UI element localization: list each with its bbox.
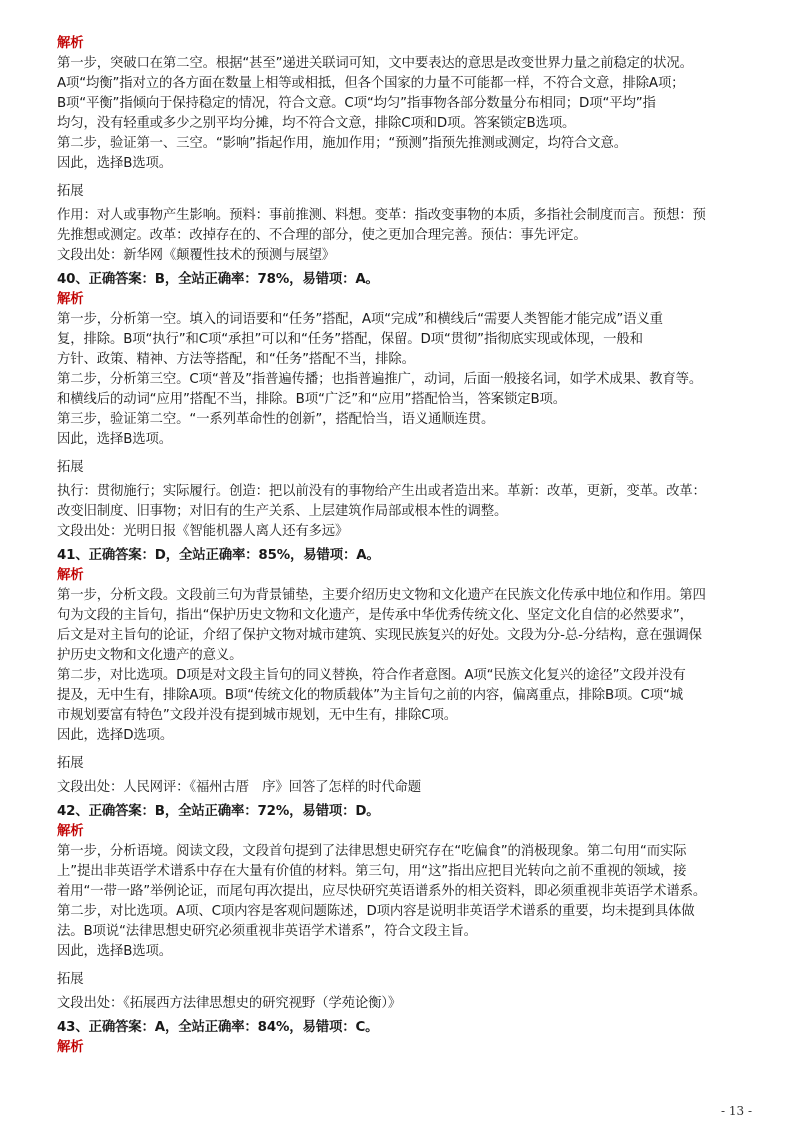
answer-line: 43、正确答案：A，全站正确率：84%，易错项：C。 bbox=[57, 1020, 379, 1035]
text-line: 第二步，对比选项。A项、C项内容是客观问题陈述，D项内容是说明非英语学术谱系的重要，均未提到具体做 bbox=[57, 904, 695, 919]
text-line: 后文是对主旨句的论证，介绍了保护文物对城市建筑、实现民族复兴的好处。文段为分-总-分结构，意在强调保 bbox=[57, 628, 702, 643]
text-line: 先推想或测定。改革：改掉存在的、不合理的部分，使之更加合理完善。预估：事先评定。 bbox=[57, 228, 587, 243]
answer-line: 40、正确答案：B，全站正确率：78%，易错项：A。 bbox=[57, 272, 379, 287]
expand-heading: 拓展 bbox=[57, 184, 84, 199]
analysis-heading: 解析 bbox=[57, 568, 84, 583]
analysis-heading: 解析 bbox=[57, 36, 84, 51]
analysis-heading: 解析 bbox=[57, 1040, 84, 1055]
document-page bbox=[57, 34, 747, 1058]
text-line: 均匀，没有轻重或多少之别平均分摊，均不符合文意，排除C项和D项。答案锁定B选项。 bbox=[57, 116, 576, 131]
source-line: 文段出处：光明日报《智能机器人离人还有多远》 bbox=[57, 524, 349, 539]
text-line: 上”提出非英语学术谱系中存在大量有价值的材料。第三句，用“这”指出应把目光转向之前不重视的领域，接 bbox=[57, 864, 687, 879]
text-line: 法。B项说“法律思想史研究必须重视非英语学术谱系”，符合文段主旨。 bbox=[57, 924, 477, 939]
source-line: 文段出处：人民网评：《福州古厝 序》回答了怎样的时代命题 bbox=[57, 780, 422, 795]
text-line: A项“均衡”指对立的各方面在数量上相等或相抵，但各个国家的力量不可能都一样，不符合文意，排除A项； bbox=[57, 76, 685, 91]
text-line: 市规划要富有特色”文段并没有提到城市规划，无中生有，排除C项。 bbox=[57, 708, 457, 723]
analysis-heading: 解析 bbox=[57, 292, 84, 307]
text-line: 因此，选择B选项。 bbox=[57, 156, 172, 171]
text-line: 第二步，分析第三空。C项“普及”指普遍传播；也指普遍推广，动词，后面一般接名词，如学术成果、教育等。 bbox=[57, 372, 703, 387]
text-line: 和横线后的动词“应用”搭配不当，排除。B项“广泛”和“应用”搭配恰当，答案锁定B项。 bbox=[57, 392, 566, 407]
text-line: 提及，无中生有，排除A项。B项“传统文化的物质载体”为主旨句之前的内容，偏离重点，排除B项。C项“城 bbox=[57, 688, 683, 703]
text-line: 改变旧制度、旧事物；对旧有的生产关系、上层建筑作局部或根本性的调整。 bbox=[57, 504, 508, 519]
expand-heading: 拓展 bbox=[57, 460, 84, 475]
text-line: 作用：对人或事物产生影响。预料：事前推测、料想。变革：指改变事物的本质，多指社会制度而言。预想：预 bbox=[57, 208, 706, 223]
text-line: B项“平衡”指倾向于保持稳定的情况，符合文意。C项“均匀”指事物各部分数量分布相同；D项“平均”指 bbox=[57, 96, 656, 111]
answer-line: 41、正确答案：D，全站正确率：85%，易错项：A。 bbox=[57, 548, 380, 563]
text-line: 方针、政策、精神、方法等搭配，和“任务”搭配不当，排除。 bbox=[57, 352, 415, 367]
answer-line: 42、正确答案：B，全站正确率：72%，易错项：D。 bbox=[57, 804, 380, 819]
expand-heading: 拓展 bbox=[57, 756, 84, 771]
text-line: 第一步，分析语境。阅读文段，文段首句提到了法律思想史研究存在“吃偏食”的消极现象。第二句用“而实际 bbox=[57, 844, 687, 859]
text-line: 第一步，突破口在第二空。根据“甚至”递进关联词可知，文中要表达的意思是改变世界力量之前稳定的状况。 bbox=[57, 56, 693, 71]
text-line: 因此，选择B选项。 bbox=[57, 432, 172, 447]
source-line: 文段出处：《拓展西方法律思想史的研究视野（学苑论衡）》 bbox=[57, 996, 402, 1011]
text-line: 因此，选择D选项。 bbox=[57, 728, 174, 743]
text-line: 句为文段的主旨句，指出“保护历史文物和文化遗产，是传承中华优秀传统文化、坚定文化自信的必然要求”， bbox=[57, 608, 693, 623]
page-number: - 13 - bbox=[720, 1104, 752, 1118]
text-line: 因此，选择B选项。 bbox=[57, 944, 172, 959]
text-line: 第二步，验证第一、三空。“影响”指起作用，施加作用；“预测”指预先推测或测定，均符合文意。 bbox=[57, 136, 628, 151]
source-line: 文段出处：新华网《颠覆性技术的预测与展望》 bbox=[57, 248, 336, 263]
text-line: 复，排除。B项“执行”和C项“承担”可以和“任务”搭配，保留。D项“贯彻”指彻底实现或体现，一般和 bbox=[57, 332, 643, 347]
text-line: 第三步，验证第二空。“一系列革命性的创新”，搭配恰当，语义通顺连贯。 bbox=[57, 412, 495, 427]
text-line: 执行：贯彻施行；实际履行。创造：把以前没有的事物给产生出或者造出来。革新：改革，更新，变革。改革： bbox=[57, 484, 706, 499]
text-line: 护历史文物和文化遗产的意义。 bbox=[57, 648, 243, 663]
text-line: 第二步，对比选项。D项是对文段主旨句的同义替换，符合作者意图。A项“民族文化复兴的途径”文段并没有 bbox=[57, 668, 686, 683]
text-line: 着用“一带一路”举例论证，而尾句再次提出，应尽快研究英语谱系外的相关资料，即必须重视非英语学术谱系。 bbox=[57, 884, 707, 899]
expand-heading: 拓展 bbox=[57, 972, 84, 987]
text-line: 第一步，分析文段。文段前三句为背景铺垫，主要介绍历史文物和文化遗产在民族文化传承中地位和作用。第四 bbox=[57, 588, 706, 603]
text-line: 第一步，分析第一空。填入的词语要和“任务”搭配，A项“完成”和横线后“需要人类智能才能完成”语义重 bbox=[57, 312, 663, 327]
analysis-heading: 解析 bbox=[57, 824, 84, 839]
